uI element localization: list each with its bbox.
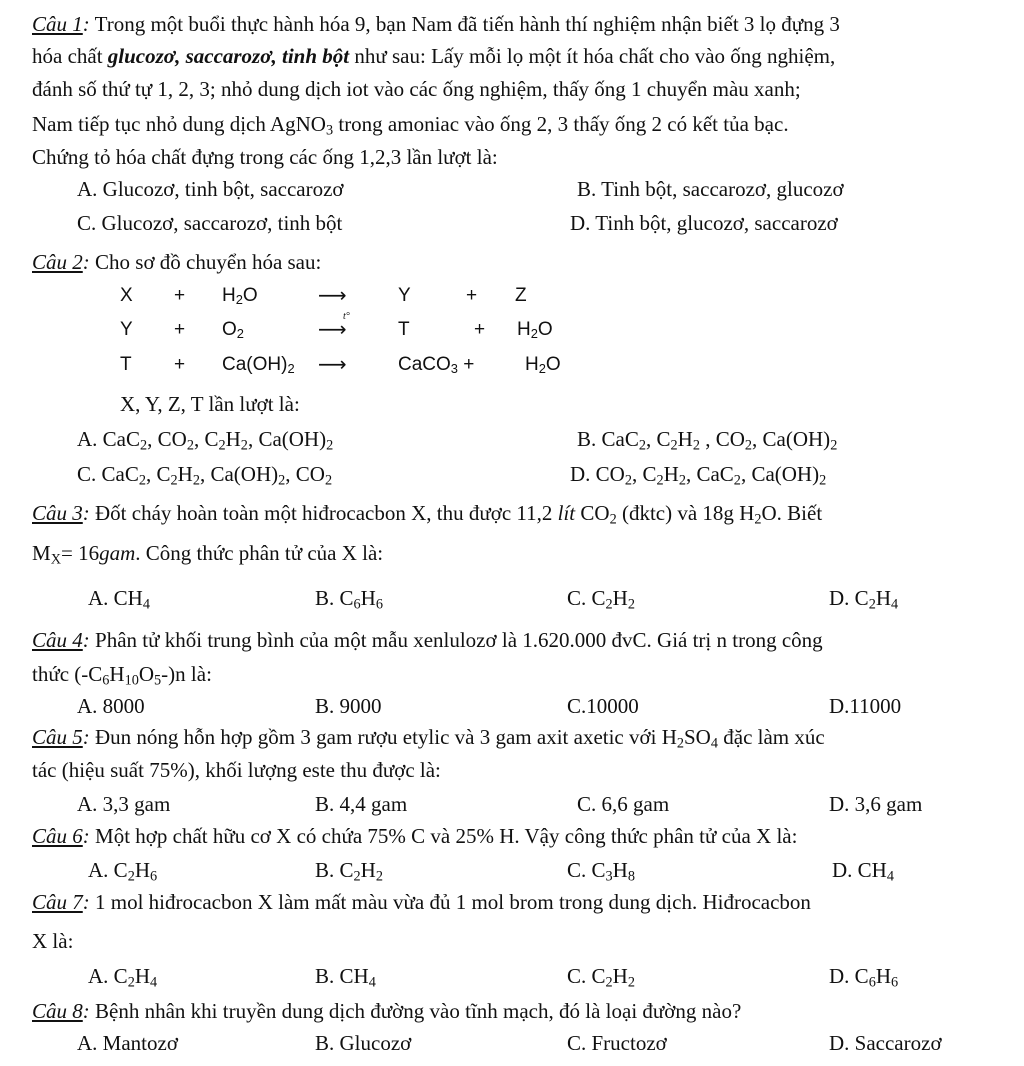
q8-label: Câu 8 [32, 999, 83, 1023]
q4-option-c: C.10000 [567, 694, 639, 718]
q3-text-1a: Đốt cháy hoàn toàn một hiđrocacbon X, thu được 11,2 [95, 501, 558, 525]
q5-option-d: D. 3,6 gam [829, 792, 923, 816]
q6-text-1: Một hợp chất hữu cơ X có chứa 75% C và 25% H. Vậy công thức phân tử của X là: [95, 824, 798, 848]
q1-chemicals: glucozơ, saccarozơ, tinh bột [107, 44, 350, 68]
scheme-r3-t: T [120, 354, 132, 375]
scheme-r3-caoh2: $Ca(OH)_2$ [222, 354, 295, 377]
q1-option-c: C. Glucozơ, saccarozơ, tinh bột [77, 211, 343, 235]
q4-line-2: thức $(-C_6H_{10}O_5-)n$ là: [32, 662, 212, 689]
q2-label: Câu 2 [32, 250, 83, 274]
q7-option-d: D. $C_6H_6$ [829, 964, 899, 991]
scheme-r2-plus2: + [474, 319, 486, 340]
scheme-r1-plus: + [174, 285, 186, 306]
scheme-r1-arrow: ⟶ [318, 283, 347, 307]
q1-label: Câu 1 [32, 12, 83, 36]
q7-text-1: 1 mol hiđrocacbon X làm mất màu vừa đủ 1 mol brom trong dung dịch. Hiđrocacbon [95, 890, 811, 914]
q8-option-c: C. Fructozơ [567, 1031, 667, 1055]
q3-option-a: A. $CH_4$ [88, 586, 150, 613]
q4-text-1: Phân tử khối trung bình của một mẫu xenlulozơ là 1.620.000 đvC. Giá trị n trong công [95, 628, 823, 652]
q7-line-2: X là: [32, 929, 74, 953]
q3-option-d: D. $C_2H_4$ [829, 586, 899, 613]
q6-option-d: D. $CH_4$ [832, 858, 894, 885]
q3-line-2: $M_X= 16gam$. Công thức phân tử của X là: [32, 541, 384, 568]
q3-unit-litre: lít [557, 501, 576, 525]
q3-line-1: Câu 3: Đốt cháy hoàn toàn một hiđrocacbon X, thu được 11,2 lít $CO_2$ (đktc) và 18g $H_2O$. Biết [32, 501, 823, 528]
scheme-r3-plus: + [174, 354, 186, 375]
scheme-r3-h2o: $H_2O$ [525, 354, 561, 377]
q7-option-b: B. $CH_4$ [315, 964, 376, 991]
q1-option-b: B. Tinh bột, saccarozơ, glucozơ [577, 177, 844, 201]
scheme-r3-caco3: CaCO$_3$ + [398, 354, 475, 377]
q6-option-c: C. $C_3H_8$ [567, 858, 635, 885]
q5-option-b: B. 4,4 gam [315, 792, 408, 816]
q5-option-c: C. 6,6 gam [577, 792, 670, 816]
q3-unit-gram: gam [99, 541, 136, 565]
scheme-r1-y: Y [398, 285, 411, 306]
q3-label: Câu 3 [32, 501, 83, 525]
q3-option-c: C. $C_2H_2$ [567, 586, 635, 613]
q1-text-1: Trong một buổi thực hành hóa 9, bạn Nam đã tiến hành thí nghiệm nhận biết 3 lọ đựng 3 [94, 12, 840, 36]
scheme-r1-h2o: $H_2O$ [222, 285, 258, 308]
q4-label: Câu 4 [32, 628, 83, 652]
q2-intro: Cho sơ đồ chuyển hóa sau: [95, 250, 322, 274]
q2-option-d: D. $CO_2$, $C_2H_2$, CaC$_2$, $Ca(OH)_2$ [570, 462, 827, 489]
q4-text-2b: -)n là: [161, 662, 212, 686]
scheme-r1-plus2: + [466, 285, 478, 306]
q3-text-1c: . Biết [776, 501, 823, 525]
q8-text-1: Bệnh nhân khi truyền dung dịch đường vào tĩnh mạch, đó là loại đường nào? [95, 999, 742, 1023]
q6-line-1: Câu 6: Một hợp chất hữu cơ X có chứa 75% C và 25% H. Vậy công thức phân tử của X là: [32, 824, 798, 848]
q4-option-a: A. 8000 [77, 694, 145, 718]
q4-line-1: Câu 4: Phân tử khối trung bình của một mẫu xenlulozơ là 1.620.000 đvC. Giá trị n trong công [32, 628, 823, 652]
scheme-r2-h2o: $H_2O$ [517, 319, 553, 342]
q5-line-1: Câu 5: Đun nóng hỗn hợp gồm 3 gam rượu etylic và 3 gam axit axetic với $H_2SO_4$ đặc làm xúc [32, 725, 825, 752]
q2-question: X, Y, Z, T lần lượt là: [120, 392, 300, 416]
q1-line-5: Chứng tỏ hóa chất đựng trong các ống 1,2,3 lần lượt là: [32, 145, 498, 169]
q1-text-2b: như sau: Lấy mỗi lọ một ít hóa chất cho vào ống nghiệm, [349, 44, 836, 68]
q1-line-3: đánh số thứ tự 1, 2, 3; nhỏ dung dịch iot vào các ống nghiệm, thấy ống 1 chuyển màu xanh; [32, 77, 801, 101]
q6-option-a: A. $C_2H_6$ [88, 858, 158, 885]
scheme-condition: t° [343, 311, 350, 322]
q8-option-b: B. Glucozơ [315, 1031, 412, 1055]
q2-option-b: B. CaC$_2$, $C_2H_2$ , $CO_2$, $Ca(OH)_2$ [577, 427, 838, 454]
scheme-r2-arrow: ⟶ [318, 317, 347, 341]
q1-line-2 [32, 44, 835, 70]
q2-option-c: C. CaC$_2$, $C_2H_2$, $Ca(OH)_2$, $CO_2$ [77, 462, 333, 489]
q1-text-4b: trong amoniac vào ống 2, 3 thấy ống 2 có kết tủa bạc. [333, 112, 789, 136]
q1-option-a: A. Glucozơ, tinh bột, saccarozơ [77, 177, 344, 201]
q6-label: Câu 6 [32, 824, 83, 848]
q3-text-2b: . Công thức phân tử của X là: [135, 541, 384, 565]
q5-text-1b: đặc làm xúc [718, 725, 825, 749]
scheme-r3-arrow: ⟶ [318, 352, 347, 376]
q3-text-2a: = 16 [61, 541, 100, 565]
q2-line-1: Câu 2: Cho sơ đồ chuyển hóa sau: [32, 250, 322, 274]
q3-text-1b: (đktc) và 18g [616, 501, 740, 525]
q5-label: Câu 5 [32, 725, 83, 749]
q4-option-d: D.11000 [829, 694, 902, 718]
q5-text-1a: Đun nóng hỗn hợp gồm 3 gam rượu etylic và 3 gam axit axetic với H [95, 725, 677, 749]
scheme-r1-x: X [120, 285, 133, 306]
q1-option-d: D. Tinh bột, glucozơ, saccarozơ [570, 211, 838, 235]
q8-line-1: Câu 8: Bệnh nhân khi truyền dung dịch đường vào tĩnh mạch, đó là loại đường nào? [32, 999, 742, 1023]
q5-line-2: tác (hiệu suất 75%), khối lượng este thu được là: [32, 758, 441, 782]
q7-option-a: A. $C_2H_4$ [88, 964, 158, 991]
q4-option-b: B. 9000 [315, 694, 382, 718]
scheme-r1-z: Z [515, 285, 527, 306]
scheme-r2-plus: + [174, 319, 186, 340]
scheme-r2-o2: $O_2$ [222, 319, 244, 342]
q1-text-2a: hóa chất [32, 44, 108, 68]
q7-label: Câu 7 [32, 890, 83, 914]
scheme-r2-y: Y [120, 319, 133, 340]
q1-line-1: Câu 1: Trong một buổi thực hành hóa 9, bạn Nam đã tiến hành thí nghiệm nhận biết 3 lọ đựng 3 [32, 12, 840, 36]
q7-option-c: C. $C_2H_2$ [567, 964, 635, 991]
q8-option-d: D. Saccarozơ [829, 1031, 942, 1055]
q1-line-4: Nam tiếp tục nhỏ dung dịch AgNO$_3$ trong amoniac vào ống 2, 3 thấy ống 2 có kết tủa bạc. [32, 112, 789, 139]
q7-line-1: Câu 7: 1 mol hiđrocacbon X làm mất màu vừa đủ 1 mol brom trong dung dịch. Hiđrocacbon [32, 890, 811, 914]
q2-option-a: A. CaC$_2$, $CO_2$, $C_2H_2$, $Ca(OH)_2$ [77, 427, 334, 454]
q8-option-a: A. Mantozơ [77, 1031, 178, 1055]
q1-text-4a: Nam tiếp tục nhỏ dung dịch AgNO [32, 112, 326, 136]
q4-text-2a: thức (-C [32, 662, 103, 686]
scheme-r2-t: T [398, 319, 410, 340]
q5-option-a: A. 3,3 gam [77, 792, 171, 816]
q3-option-b: B. $C_6H_6$ [315, 586, 383, 613]
q6-option-b: B. $C_2H_2$ [315, 858, 383, 885]
